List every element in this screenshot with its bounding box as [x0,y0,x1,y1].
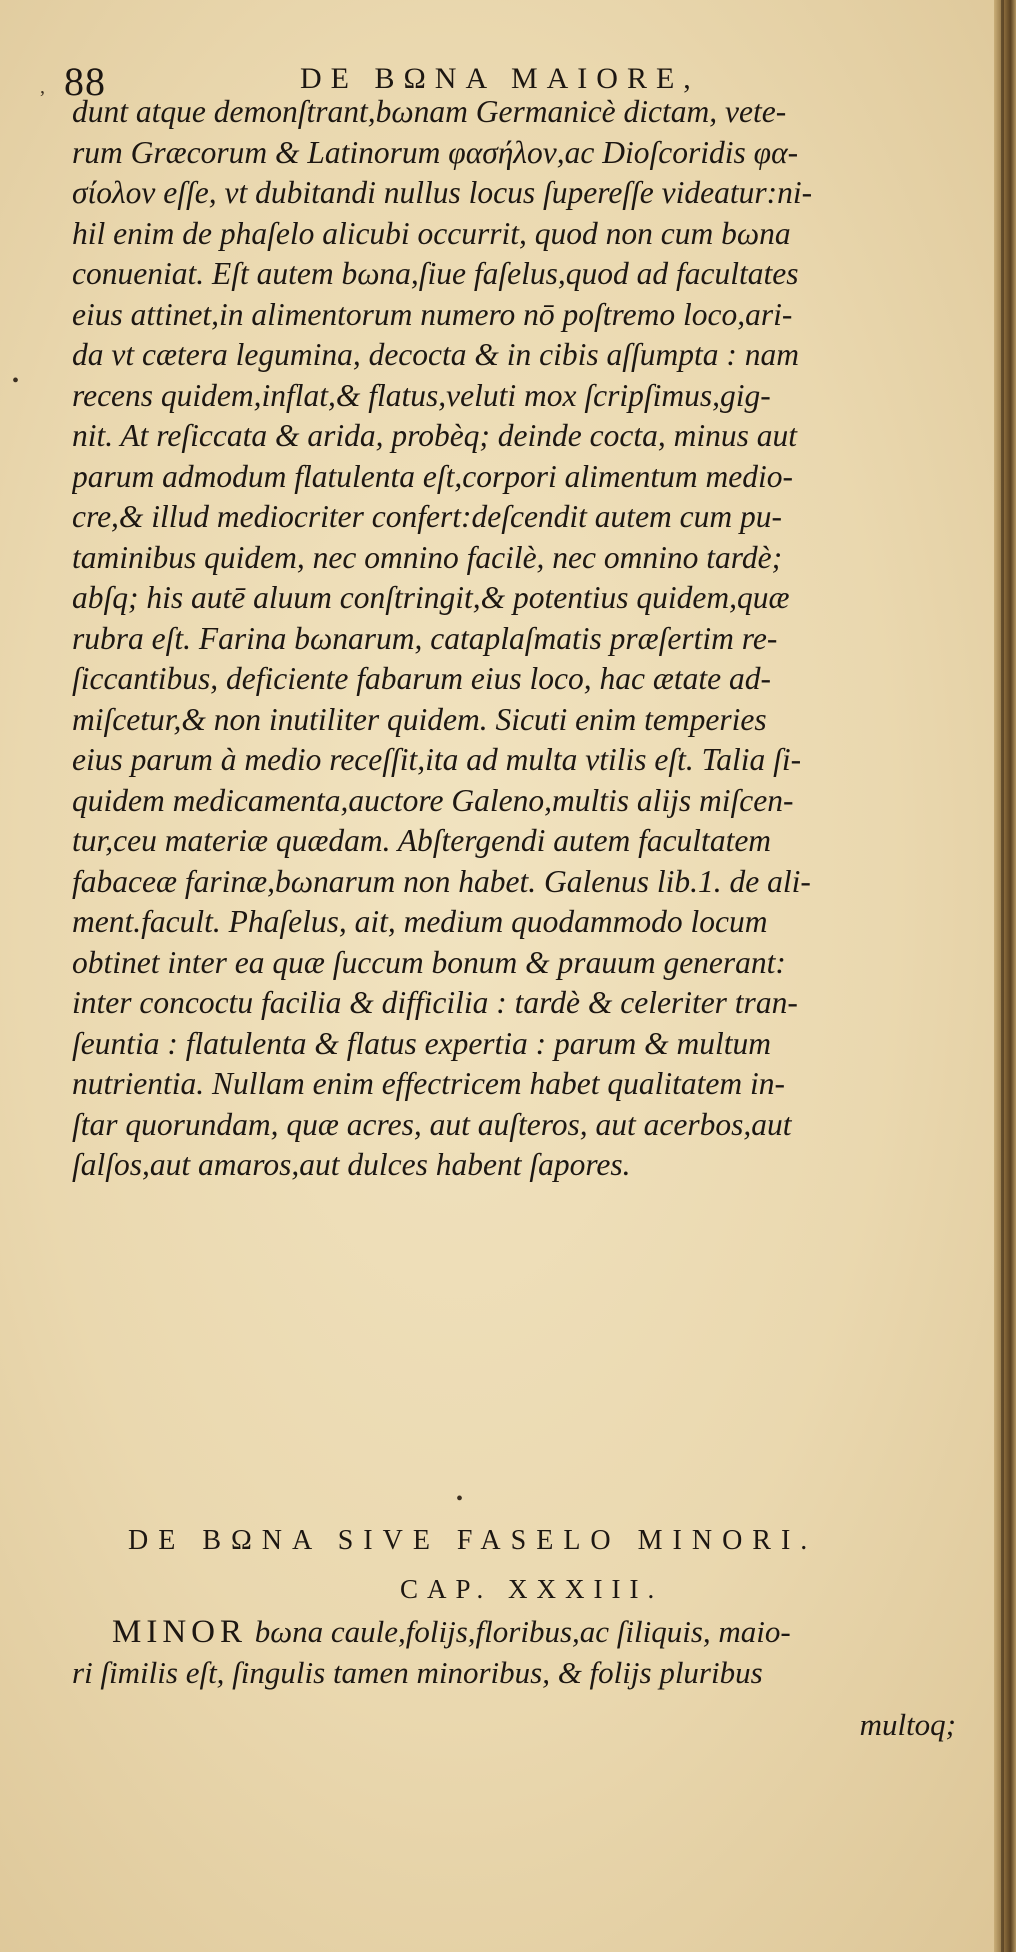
page-edge-binding [994,0,1016,1952]
margin-mark: • [12,370,20,392]
first-line-text: bωna caule,folijs,floribus,ac ſiliquis, maio- [247,1614,791,1649]
text-line: ſiccantibus, deficiente fabarum eius loco, hac ætate ad- [72,661,771,696]
text-line: nit. At reſiccata & arida, probèq; deinde cocta, minus aut [72,418,797,453]
lead-word: MINOR [112,1614,248,1650]
text-line: inter concoctu facilia & difficilia : tardè & celeriter tran- [72,985,798,1020]
margin-mark: , [40,76,45,98]
text-line: nutrientia. Nullam enim effectricem habet qualitatem in- [72,1066,785,1101]
chapter-number: CAP. XXXIII. [400,1574,664,1604]
text-line: ſtar quorundam, quæ acres, aut auſteros, aut acerbos,aut [72,1106,792,1142]
section-dot: • [456,1488,464,1510]
chapter-first-line [112,1612,962,1652]
chapter-text-block [72,1612,962,1694]
catchword: multoq; [859,1707,956,1742]
text-line: tur,ceu materiæ quædam. Abſtergendi autem facultatem [72,823,772,858]
text-line: da vt cætera legumina, decocta & in cibis aſſumpta : nam [72,337,800,372]
section-heading: DE BΩNA SIVE FASELO MINORI. [128,1525,818,1556]
text-line: ſalſos,aut amaros,aut dulces habent ſapores. [72,1147,631,1182]
text-line: hil enim de phaſelo alicubi occurrit, quod non cum bωna [72,215,791,251]
text-line: quidem medicamenta,auctore Galeno,multis alijs miſcen- [72,782,794,818]
text-line: abſq; his autē aluum conſtringit,& potentius quidem,quæ [72,580,790,615]
text-line: ſeuntia : flatulenta & flatus expertia : parum & multum [72,1025,772,1061]
text-line: recens quidem,inflat,& flatus,veluti mox ſcripſimus,gig- [72,377,771,413]
page-number: 88 [64,59,106,104]
text-line: eius parum à medio receſſit,ita ad multa vtilis eſt. Talia ſi- [72,742,802,777]
text-line: obtinet inter ea quæ ſuccum bonum & prauum generant: [72,944,786,980]
main-text-block [72,92,962,1186]
text-line: rubra eſt. Farina bωnarum, cataplaſmatis præſertim re- [72,620,778,656]
text-line: fabaceæ farinæ,bωnarum non habet. Galenus lib.1. de ali- [72,863,811,899]
text-line: miſcetur,& non inutiliter quidem. Sicuti enim temperies [72,701,767,737]
running-title: DE BΩNA MAIORE, [300,62,700,95]
text-line: σίολον eſſe, vt dubitandi nullus locus ſupereſſe videatur:ni- [72,175,813,210]
text-line: rum Græcorum & Latinorum φασήλον,ac Dioſcoridis φα- [72,134,799,170]
text-line: dunt atque demonſtrant,bωnam Germanicè dictam, vete- [72,94,787,129]
chapter-second-line: ri ſimilis eſt, ſingulis tamen minoribus, & folijs pluribus [72,1655,763,1690]
text-line: taminibus quidem, nec omnino facilè, nec omnino tardè; [72,539,783,575]
page-edge-line [1001,0,1004,1952]
text-line: conueniat. Eſt autem bωna,ſiue faſelus,quod ad facultates [72,256,799,291]
text-line: ment.facult. Phaſelus, ait, medium quodammodo locum [72,904,768,939]
text-line: parum admodum flatulenta eſt,corpori alimentum medio- [72,458,793,494]
text-line: eius attinet,in alimentorum numero nō poſtremo loco,ari- [72,296,793,332]
text-line: cre,& illud mediocriter confert:deſcendit autem cum pu- [72,499,783,534]
